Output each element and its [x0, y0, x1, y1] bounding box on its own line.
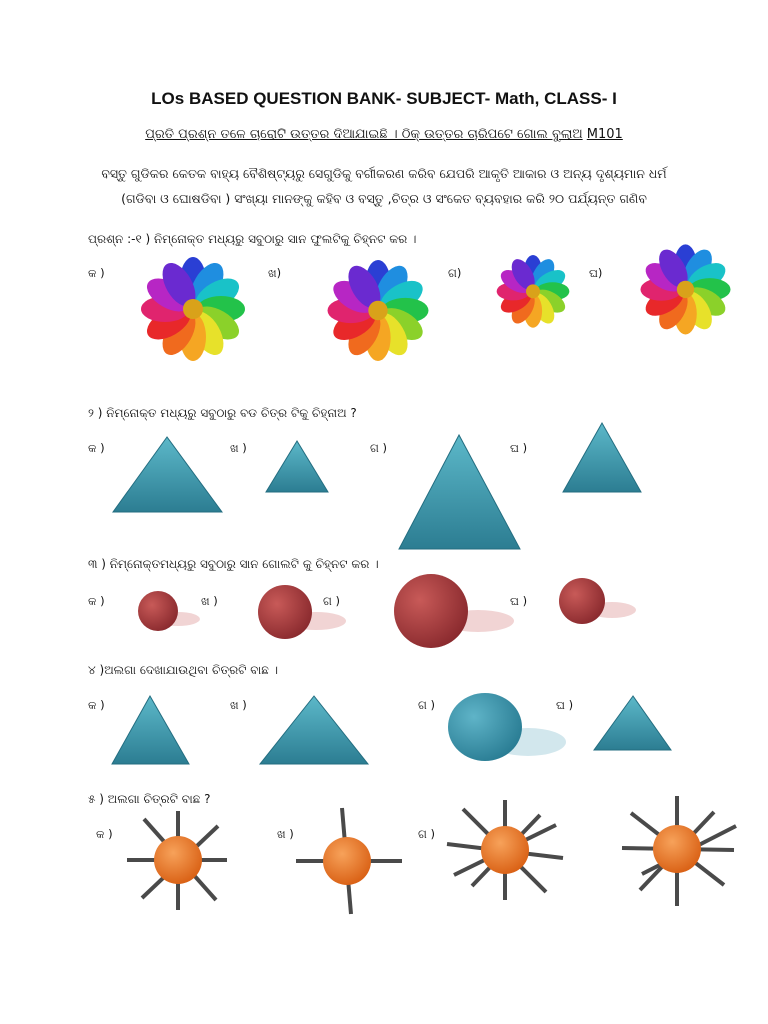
q2-option-d-label[interactable]: ଘ )	[510, 441, 528, 455]
question-code: M101	[586, 127, 623, 142]
q5-option-b-label[interactable]: ଖ )	[277, 827, 294, 841]
sun-body	[481, 826, 529, 874]
q2-option-b-label[interactable]: ଖ )	[230, 441, 247, 455]
q2-option-a-label[interactable]: କ )	[88, 441, 105, 455]
sun-body	[653, 825, 701, 873]
q4-option-a-label[interactable]: କ )	[88, 698, 105, 712]
q4-option-d-label[interactable]: ଘ )	[556, 698, 574, 712]
q3-option-d-label[interactable]: ଘ )	[510, 594, 528, 608]
q4-option-b-label[interactable]: ଖ )	[230, 698, 247, 712]
q4-option-c-label[interactable]: ଗ )	[418, 698, 435, 712]
question-2-text: ୨ ) ନିମ୍ନୋକ୍ତ ମଧ୍ୟରୁ ସବୁଠାରୁ ବଡ ଚିତ୍ର ଟିକୁ ଚିହ୍ନାଅ ?	[88, 406, 357, 420]
q3-option-c-label[interactable]: ଗ )	[323, 594, 340, 608]
question-4-text: ୪ )ଅଲଗା ଦେଖାଯାଉଥିବା ଚିତ୍ରଟି ବାଛ ।	[88, 663, 279, 677]
learning-outcome-line-1: ବସ୍ତୁ ଗୁଡିକର କେତକ ବାହ୍ୟ ବୈଶିଷ୍ଟ୍ୟରୁ ସେଗୁଡିକୁ ବର୍ଗୀକରଣ କରିବ ଯେପରି ଆକୃତି ଆକାର ଓ ଅନ୍ୟ ଦୃଶ୍ୟମାନ ଧର୍ମ	[101, 166, 667, 181]
q1-option-c-label[interactable]: ଗ)	[448, 266, 462, 280]
sun-body	[154, 836, 202, 884]
sun-body	[323, 837, 371, 885]
q5-option-c-label[interactable]: ଗ )	[418, 827, 435, 841]
q1-option-b-label[interactable]: ଖ)	[268, 266, 282, 280]
q5-option-a-label[interactable]: କ )	[96, 827, 113, 841]
q1-option-d-label[interactable]: ଘ)	[589, 266, 603, 280]
question-3-text: ୩ ) ନିମ୍ନୋକ୍ତମଧ୍ୟରୁ ସବୁଠାରୁ ସାନ ଗୋଲଟି କୁ ଚିହ୍ନଟ କର ।	[88, 557, 379, 571]
page-title: LOs BASED QUESTION BANK- SUBJECT- Math, CLASS- I	[151, 89, 617, 108]
instruction-text: ପ୍ରତି ପ୍ରଶ୍ନ ତଳେ ଚାରୋଟି ଉତ୍ତର ଦିଆଯାଇଛି । ଠିକ୍ ଉତ୍ତର ଚାରିପଟେ ଗୋଲ ବୁଲାଅ	[145, 127, 583, 142]
learning-outcome-line-2: (ଗଡିବା ଓ ଘୋଷଡିବା ) ସଂଖ୍ୟା ମାନଙ୍କୁ କହିବ ଓ ବସ୍ତୁ ,ଚିତ୍ର ଓ ସଂକେତ ବ୍ୟବହାର କରି ୨୦ ପର୍ଯ୍ୟନ୍ତ ଗଣିବ	[121, 191, 647, 206]
question-5-text: ୫ ) ଅଲଗା ଚିତ୍ରଟି ବାଛ ?	[88, 792, 211, 806]
q1-option-a-label[interactable]: କ )	[88, 266, 105, 280]
question-1-text: ପ୍ରଶ୍ନ :-୧ ) ନିମ୍ନୋକ୍ତ ମଧ୍ୟରୁ ସବୁଠାରୁ ସାନ ଫୁଲଟିକୁ ଚିହ୍ନଟ କର ।	[88, 232, 417, 246]
q3-option-b-label[interactable]: ଖ )	[201, 594, 218, 608]
q2-option-c-label[interactable]: ଗ )	[370, 441, 387, 455]
q3-option-a-label[interactable]: କ )	[88, 594, 105, 608]
